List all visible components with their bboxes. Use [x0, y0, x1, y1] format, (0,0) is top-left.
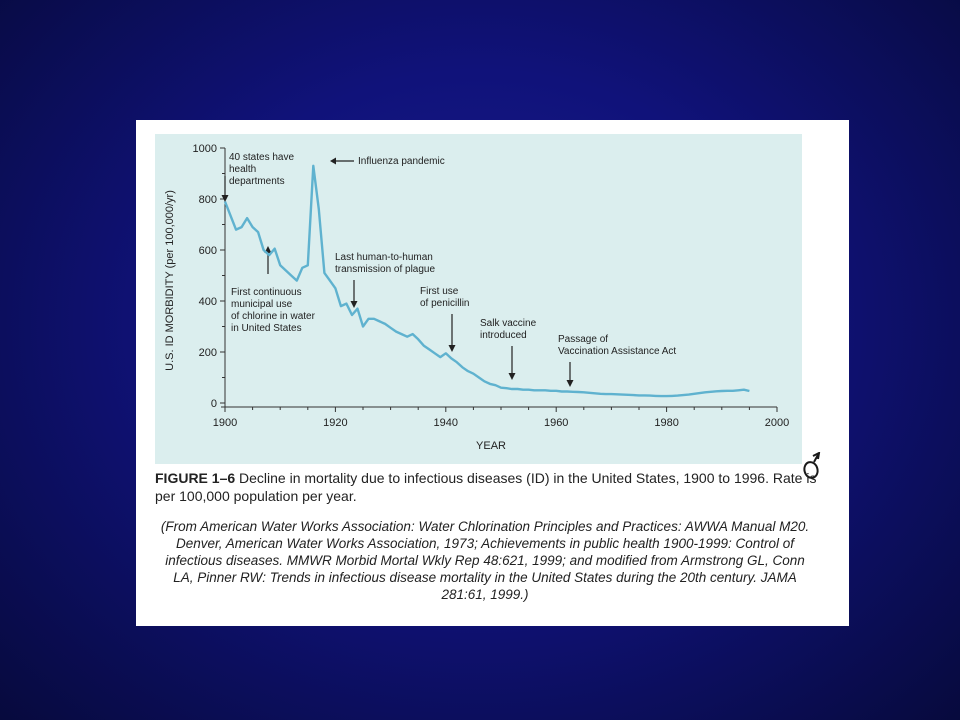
y-tick-label: 1000 — [192, 143, 217, 155]
annotation-label: First use of penicillin — [420, 286, 470, 309]
arrowhead-icon — [351, 301, 358, 308]
x-tick-label: 1960 — [543, 417, 569, 429]
y-tick-label: 600 — [198, 245, 217, 257]
x-tick-label: 1900 — [212, 417, 238, 429]
annotation — [420, 286, 469, 352]
x-axis-title: YEAR — [476, 440, 506, 452]
y-tick-label: 800 — [198, 194, 217, 206]
slide-card — [136, 120, 849, 626]
annotation — [480, 318, 537, 380]
annotation-label: First continuous municipal use of chlorine in water in United States — [231, 287, 315, 334]
annotation-label: 40 states have health departments — [229, 152, 295, 187]
caption-source: (From American Water Works Association: Water Chlorination Principles and Practices: AWWA Manual M20. Denver, American Water Works Association, 1973; Achievements in public health 1900-1999: Control of infectious diseases. MMWR Morbid Mortal Wkly Rep 48:621, 1999; and modified from Armstrong GL, Conn LA, Pinner RW: Trends in infectious disease mortality in the United States during the 20th century. JAMA 281:61, 1999.) — [160, 519, 810, 602]
caption-main — [155, 469, 835, 505]
figure-id: FIGURE 1–6 — [155, 470, 236, 486]
annotation-label: Passage of Vaccination Assistance Act — [558, 334, 677, 357]
y-axis-title: U.S. ID MORBIDITY (per 100,000/yr) — [164, 190, 176, 371]
series — [225, 166, 749, 396]
series-line — [225, 166, 749, 396]
arrowhead-icon — [567, 380, 574, 387]
x-tick-label: 2000 — [764, 417, 790, 429]
annotation — [558, 334, 676, 387]
chart-panel — [155, 134, 802, 464]
annotations — [222, 152, 677, 387]
x-tick-label: 1980 — [654, 417, 679, 429]
caption-text: Decline in mortality due to infectious diseases (ID) in the United States, 1900 to 1996. Rate is per 100,000 population per year. — [155, 470, 817, 504]
chart — [155, 134, 802, 464]
annotation-label: Salk vaccine introduced — [480, 318, 537, 341]
arrowhead-icon — [509, 373, 516, 380]
x-tick-label: 1940 — [433, 417, 459, 429]
x-tick-label: 1920 — [323, 417, 348, 429]
y-tick-label: 400 — [198, 296, 217, 308]
annotation-label: Last human-to-human transmission of plague — [335, 252, 436, 275]
arrowhead-icon — [449, 345, 456, 352]
annotation-label: Influenza pandemic — [358, 156, 445, 167]
annotation — [222, 152, 295, 202]
annotation — [330, 156, 445, 167]
y-tick-label: 0 — [210, 398, 217, 410]
y-tick-label: 200 — [198, 347, 217, 359]
figure-caption — [155, 469, 835, 603]
annotation — [231, 246, 316, 334]
arrowhead-icon — [330, 158, 336, 165]
